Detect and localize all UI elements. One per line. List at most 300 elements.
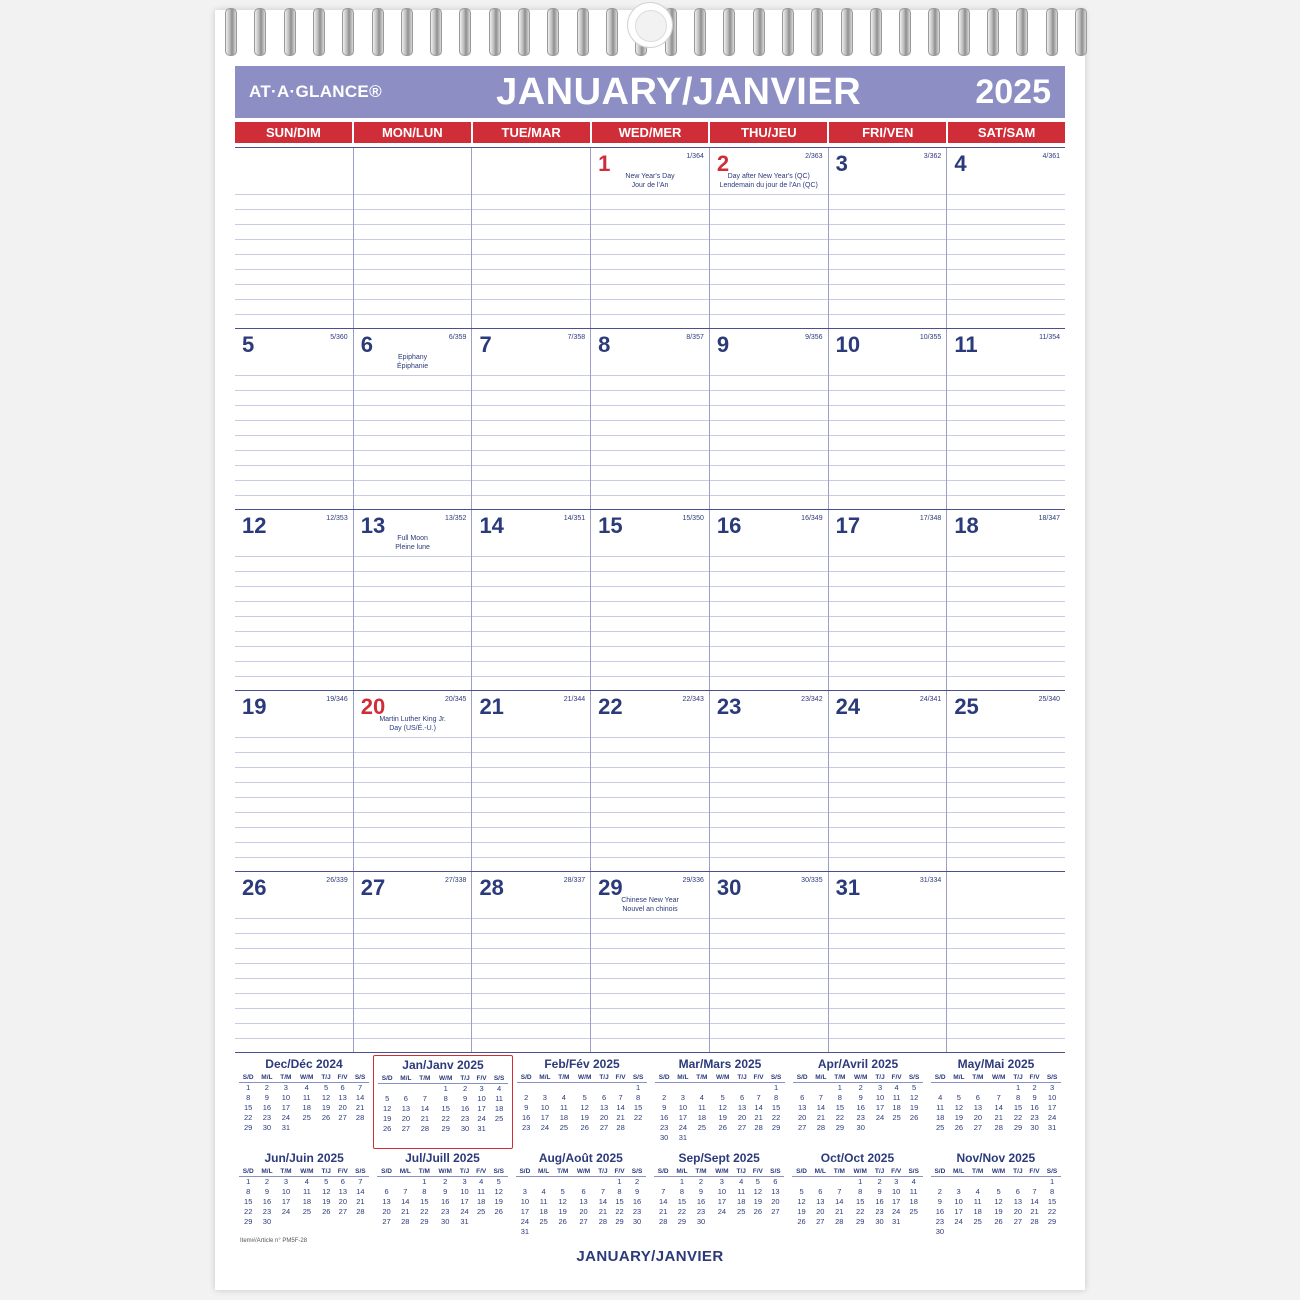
mini-day xyxy=(516,1177,534,1188)
mini-day xyxy=(334,1123,351,1133)
julian-date: 27/338 xyxy=(445,877,467,884)
day-cell[interactable] xyxy=(472,872,591,1052)
mini-month[interactable] xyxy=(650,1149,788,1243)
day-cell[interactable] xyxy=(829,148,948,328)
mini-day: 3 xyxy=(542,1093,547,1102)
mini-day: 26 xyxy=(797,1217,806,1226)
mini-week-row xyxy=(517,1083,647,1094)
writing-lines xyxy=(829,904,947,1052)
mini-week-row xyxy=(792,1217,922,1227)
mini-day: 27 xyxy=(338,1113,347,1122)
mini-day: 14 xyxy=(401,1197,410,1206)
day-cell[interactable] xyxy=(591,691,710,871)
day-cell[interactable] xyxy=(235,148,354,328)
mini-day: 7 xyxy=(818,1093,823,1102)
sku-label: Item#/Article n° PM5F-28 xyxy=(240,1238,308,1244)
mini-weekday: F/V xyxy=(611,1167,628,1177)
mini-day: 27 xyxy=(973,1123,983,1132)
mini-month-title: May/Mai 2025 xyxy=(957,1057,1035,1071)
mini-day: 13 xyxy=(816,1197,825,1206)
mini-day: 22 xyxy=(244,1113,253,1122)
mini-month[interactable] xyxy=(513,1055,651,1149)
mini-day: 15 xyxy=(420,1197,429,1206)
julian-date: 29/336 xyxy=(682,877,704,884)
mini-day: 12 xyxy=(321,1093,331,1102)
mini-day: 7 xyxy=(837,1187,842,1196)
day-number: 18 xyxy=(954,513,979,538)
mini-day: 24 xyxy=(540,1123,550,1132)
day-cell[interactable] xyxy=(947,872,1065,1052)
mini-day: 15 xyxy=(244,1103,253,1112)
julian-date: 14/351 xyxy=(563,515,586,522)
mini-day: 30 xyxy=(632,1217,642,1226)
mini-day: 23 xyxy=(875,1207,884,1216)
mini-week-row xyxy=(239,1207,369,1217)
mini-day: 26 xyxy=(909,1113,919,1122)
mini-day: 3 xyxy=(680,1093,685,1102)
mini-day: 2 xyxy=(662,1093,667,1102)
mini-day: 28 xyxy=(355,1113,365,1122)
mini-week-row xyxy=(931,1103,1061,1113)
mini-day: 30 xyxy=(262,1217,272,1226)
mini-day xyxy=(711,1083,734,1094)
mini-month-title: Oct/Oct 2025 xyxy=(820,1151,895,1165)
mini-day: 22 xyxy=(244,1207,253,1216)
mini-day xyxy=(968,1177,987,1188)
mini-day: 24 xyxy=(891,1207,901,1216)
mini-day: 6 xyxy=(800,1093,805,1102)
mini-day: 28 xyxy=(659,1217,668,1226)
mini-day: 10 xyxy=(954,1197,963,1206)
mini-day: 28 xyxy=(816,1123,826,1132)
mini-weekday: F/V xyxy=(334,1167,351,1177)
mini-week-row xyxy=(654,1187,784,1197)
spiral-binding xyxy=(215,0,1085,62)
mini-day: 19 xyxy=(797,1207,806,1216)
mini-month[interactable] xyxy=(235,1055,373,1149)
mini-day: 6 xyxy=(581,1187,586,1196)
mini-month[interactable] xyxy=(651,1055,789,1149)
mini-day: 29 xyxy=(244,1217,253,1226)
mini-weekday: T/M xyxy=(968,1167,987,1177)
mini-week-row xyxy=(931,1197,1061,1207)
writing-lines xyxy=(591,361,709,509)
mini-day: 7 xyxy=(661,1187,666,1196)
mini-day: 26 xyxy=(494,1207,503,1216)
julian-date: 20/345 xyxy=(445,696,467,703)
mini-day: 28 xyxy=(401,1217,410,1226)
julian-date: 18/347 xyxy=(1038,515,1061,522)
mini-day: 6 xyxy=(403,1094,408,1103)
writing-lines xyxy=(354,361,472,509)
mini-day: 13 xyxy=(798,1103,807,1112)
mini-day: 16 xyxy=(875,1197,884,1206)
spiral-ring xyxy=(225,8,237,56)
spiral-ring xyxy=(372,8,384,56)
mini-day xyxy=(734,1083,750,1094)
mini-day: 26 xyxy=(383,1124,392,1133)
day-cell[interactable] xyxy=(829,329,948,509)
mini-month[interactable] xyxy=(927,1149,1065,1243)
mini-week-row xyxy=(654,1197,784,1207)
mini-weekday: T/J xyxy=(733,1167,749,1177)
mini-day: 29 xyxy=(420,1217,429,1226)
mini-weekday: T/M xyxy=(554,1073,573,1083)
mini-day: 12 xyxy=(383,1104,392,1113)
mini-weekday: F/V xyxy=(1026,1073,1043,1083)
mini-day: 9 xyxy=(462,1094,468,1103)
mini-day: 20 xyxy=(1013,1207,1023,1216)
mini-month[interactable] xyxy=(235,1149,373,1243)
mini-day: 30 xyxy=(262,1123,272,1132)
day-cell[interactable] xyxy=(710,148,829,328)
mini-day: 24 xyxy=(281,1207,291,1216)
mini-day: 6 xyxy=(384,1187,389,1196)
mini-week-row xyxy=(239,1187,369,1197)
mini-day: 7 xyxy=(422,1094,427,1103)
mini-day: 10 xyxy=(281,1093,291,1102)
mini-day: 11 xyxy=(559,1103,568,1112)
mini-day: 19 xyxy=(580,1113,589,1122)
mini-weekday: T/J xyxy=(872,1167,888,1177)
mini-day: 15 xyxy=(835,1103,845,1112)
mini-day: 21 xyxy=(754,1113,763,1122)
mini-weekday: M/L xyxy=(949,1167,968,1177)
julian-date: 19/346 xyxy=(326,696,348,703)
mini-day: 18 xyxy=(302,1103,311,1112)
writing-lines xyxy=(829,542,947,690)
mini-day: 31 xyxy=(460,1217,469,1226)
mini-day xyxy=(1026,1177,1043,1188)
mini-day: 15 xyxy=(441,1104,450,1113)
spiral-ring xyxy=(459,8,471,56)
mini-day: 9 xyxy=(858,1093,863,1102)
mini-day: 5 xyxy=(324,1177,329,1186)
mini-weekday: W/M xyxy=(573,1073,596,1083)
month-grid xyxy=(235,147,1065,1047)
mini-day: 10 xyxy=(717,1187,727,1196)
mini-day: 19 xyxy=(718,1113,727,1122)
mini-day: 14 xyxy=(994,1103,1003,1112)
day-cell[interactable] xyxy=(591,329,710,509)
mini-month-table xyxy=(516,1167,646,1237)
mini-day: 10 xyxy=(477,1094,486,1103)
mini-weekday: S/D xyxy=(378,1074,396,1084)
mini-month-table xyxy=(793,1073,923,1133)
mini-day: 6 xyxy=(739,1093,745,1102)
day-number: 19 xyxy=(242,694,267,719)
mini-week-row xyxy=(931,1227,1061,1237)
mini-day: 10 xyxy=(678,1103,688,1112)
day-cell[interactable] xyxy=(354,872,473,1052)
day-number: 17 xyxy=(835,513,861,538)
mini-day: 30 xyxy=(875,1217,884,1226)
writing-lines xyxy=(472,542,590,690)
mini-day: 13 xyxy=(599,1103,609,1112)
mini-day: 8 xyxy=(858,1187,863,1196)
mini-day: 11 xyxy=(477,1187,486,1196)
mini-day: 22 xyxy=(1047,1207,1057,1216)
mini-day: 11 xyxy=(495,1094,503,1103)
mini-week-row xyxy=(239,1197,369,1207)
mini-day: 14 xyxy=(598,1197,608,1206)
mini-day: 18 xyxy=(697,1113,707,1122)
mini-day: 20 xyxy=(771,1197,780,1206)
mini-day: 20 xyxy=(401,1114,411,1123)
day-number: 15 xyxy=(598,513,623,538)
mini-day: 5 xyxy=(720,1093,725,1102)
day-cell[interactable] xyxy=(947,329,1065,509)
mini-weekday: W/M xyxy=(434,1167,457,1177)
day-cell[interactable] xyxy=(947,148,1065,328)
mini-day: 10 xyxy=(460,1187,469,1196)
mini-day: 6 xyxy=(975,1093,980,1102)
mini-day: 27 xyxy=(401,1124,411,1133)
mini-week-row xyxy=(793,1123,923,1133)
mini-day: 28 xyxy=(754,1123,763,1132)
mini-day: 22 xyxy=(420,1207,429,1216)
mini-day: 18 xyxy=(909,1197,918,1206)
mini-month-title: Dec/Déc 2024 xyxy=(265,1057,343,1071)
mini-day: 29 xyxy=(244,1123,253,1132)
mini-day xyxy=(596,1083,612,1094)
mini-day xyxy=(629,1123,647,1133)
mini-weekday: S/D xyxy=(792,1167,810,1177)
mini-day: 21 xyxy=(835,1207,844,1216)
day-cell[interactable] xyxy=(472,691,591,871)
day-number: 13 xyxy=(360,513,386,538)
mini-day: 26 xyxy=(718,1123,727,1132)
mini-day: 30 xyxy=(660,1133,669,1142)
day-cell[interactable] xyxy=(591,148,710,328)
day-number: 25 xyxy=(954,694,979,719)
spiral-ring xyxy=(723,8,735,56)
day-cell[interactable] xyxy=(354,329,473,509)
mini-month[interactable] xyxy=(373,1055,513,1149)
mini-day xyxy=(792,1177,810,1188)
mini-day: 4 xyxy=(911,1177,916,1186)
day-cell[interactable] xyxy=(947,691,1065,871)
mini-day xyxy=(931,1177,949,1188)
writing-lines xyxy=(472,723,590,871)
day-cell[interactable] xyxy=(947,510,1065,690)
page-title: JANUARY/JANVIER xyxy=(496,70,862,113)
day-cell[interactable] xyxy=(235,691,354,871)
mini-day xyxy=(830,1177,849,1188)
mini-week-row xyxy=(654,1217,784,1227)
writing-lines xyxy=(829,361,947,509)
mini-day: 24 xyxy=(717,1207,727,1216)
mini-day: 27 xyxy=(737,1123,747,1132)
mini-day xyxy=(628,1227,646,1237)
mini-day xyxy=(872,1123,888,1133)
mini-week-row xyxy=(655,1093,785,1103)
mini-day: 12 xyxy=(718,1103,727,1112)
day-cell[interactable] xyxy=(710,329,829,509)
week-row xyxy=(235,691,1065,872)
mini-week-row xyxy=(654,1207,784,1217)
day-cell[interactable] xyxy=(235,872,354,1052)
mini-day xyxy=(692,1133,711,1143)
mini-day: 23 xyxy=(660,1123,669,1132)
day-cell[interactable] xyxy=(354,510,473,690)
mini-day: 30 xyxy=(696,1217,706,1226)
mini-day: 19 xyxy=(909,1103,919,1112)
day-cell[interactable] xyxy=(710,691,829,871)
mini-weekday: M/L xyxy=(396,1167,415,1177)
mini-day xyxy=(396,1084,415,1095)
mini-week-row xyxy=(655,1083,785,1094)
mini-day: 12 xyxy=(580,1103,589,1112)
mini-day: 29 xyxy=(441,1124,450,1133)
spiral-ring xyxy=(342,8,354,56)
day-cell[interactable] xyxy=(591,872,710,1052)
mini-month[interactable] xyxy=(373,1149,511,1243)
mini-day: 17 xyxy=(281,1197,291,1206)
writing-lines xyxy=(235,180,353,328)
mini-day: 18 xyxy=(559,1113,569,1122)
mini-day: 1 xyxy=(422,1177,427,1186)
mini-day: 13 xyxy=(973,1103,983,1112)
mini-day: 8 xyxy=(443,1094,448,1103)
mini-day: 29 xyxy=(1047,1217,1057,1226)
mini-day: 22 xyxy=(856,1207,865,1216)
mini-day: 26 xyxy=(322,1207,331,1216)
mini-day: 29 xyxy=(856,1217,865,1226)
writing-lines xyxy=(235,542,353,690)
mini-month[interactable] xyxy=(789,1055,927,1149)
mini-day: 12 xyxy=(494,1187,503,1196)
day-number: 22 xyxy=(598,694,623,719)
brand-logo: AT·A·GLANCE® xyxy=(249,82,382,101)
day-number: 1 xyxy=(598,151,611,176)
mini-weekday: F/V xyxy=(1026,1167,1043,1177)
mini-day xyxy=(811,1177,830,1188)
mini-day: 25 xyxy=(494,1114,504,1123)
mini-week-row xyxy=(517,1113,647,1123)
day-cell[interactable] xyxy=(591,510,710,690)
mini-day xyxy=(595,1227,611,1237)
mini-month[interactable] xyxy=(927,1055,1065,1149)
mini-day: 21 xyxy=(1030,1207,1039,1216)
mini-month[interactable] xyxy=(788,1149,926,1243)
spiral-ring xyxy=(1016,8,1028,56)
mini-day: 3 xyxy=(719,1177,724,1186)
mini-day: 25 xyxy=(909,1207,918,1216)
mini-day: 21 xyxy=(420,1114,430,1123)
mini-day: 17 xyxy=(1047,1103,1057,1112)
mini-day xyxy=(733,1217,749,1227)
day-cell[interactable] xyxy=(829,510,948,690)
day-cell[interactable] xyxy=(354,148,473,328)
mini-day: 12 xyxy=(558,1197,567,1206)
mini-day: 13 xyxy=(579,1197,588,1206)
mini-day: 23 xyxy=(1030,1113,1039,1122)
mini-week-row xyxy=(377,1177,507,1188)
mini-day xyxy=(573,1083,596,1094)
spiral-ring xyxy=(753,8,765,56)
mini-day: 9 xyxy=(524,1103,529,1112)
mini-day: 17 xyxy=(460,1197,469,1206)
day-number: 23 xyxy=(716,694,742,719)
mini-day: 15 xyxy=(856,1197,865,1206)
mini-day: 10 xyxy=(520,1197,530,1206)
mini-day: 12 xyxy=(954,1103,964,1112)
week-row xyxy=(235,510,1065,691)
day-cell[interactable] xyxy=(710,510,829,690)
writing-lines xyxy=(947,542,1065,690)
mini-weekday: T/J xyxy=(457,1074,473,1084)
mini-day: 22 xyxy=(1013,1113,1023,1122)
mini-day: 10 xyxy=(1047,1093,1057,1102)
mini-day: 15 xyxy=(615,1197,624,1206)
day-cell[interactable] xyxy=(472,510,591,690)
mini-day xyxy=(987,1177,1010,1188)
day-cell[interactable] xyxy=(354,691,473,871)
mini-day: 21 xyxy=(659,1207,668,1216)
mini-month-title: Mar/Mars 2025 xyxy=(678,1057,762,1071)
mini-weekday: S/D xyxy=(655,1073,673,1083)
mini-day: 25 xyxy=(559,1123,569,1132)
holiday-label: Day after New Year's (QC) Lendemain du jour de l'An (QC) xyxy=(719,173,818,189)
day-cell[interactable] xyxy=(235,510,354,690)
mini-day: 22 xyxy=(615,1207,624,1216)
day-cell[interactable] xyxy=(829,691,948,871)
day-cell[interactable] xyxy=(235,329,354,509)
mini-day: 17 xyxy=(520,1207,530,1216)
mini-day: 26 xyxy=(954,1123,964,1132)
julian-date: 16/349 xyxy=(801,515,823,522)
julian-date: 7/358 xyxy=(567,334,586,341)
mini-day: 8 xyxy=(422,1187,427,1196)
mini-day: 3 xyxy=(1050,1083,1055,1092)
mini-day: 29 xyxy=(771,1123,781,1132)
day-cell[interactable] xyxy=(472,148,591,328)
writing-lines xyxy=(354,904,472,1052)
mini-day: 5 xyxy=(385,1094,390,1103)
mini-day: 8 xyxy=(837,1093,842,1102)
week-row xyxy=(235,329,1065,510)
mini-day xyxy=(1026,1227,1043,1237)
mini-day: 7 xyxy=(1032,1187,1037,1196)
spiral-ring xyxy=(782,8,794,56)
mini-day: 24 xyxy=(460,1207,469,1216)
mini-month[interactable] xyxy=(512,1149,650,1243)
mini-weekday: T/M xyxy=(691,1167,710,1177)
mini-day: 13 xyxy=(737,1103,747,1112)
day-number: 30 xyxy=(716,875,742,900)
mini-day: 3 xyxy=(283,1177,289,1186)
mini-day: 2 xyxy=(858,1083,863,1092)
day-cell[interactable] xyxy=(710,872,829,1052)
mini-day xyxy=(535,1083,554,1094)
day-number: 29 xyxy=(598,875,623,900)
mini-day: 11 xyxy=(909,1187,918,1196)
julian-date: 31/334 xyxy=(919,877,942,884)
mini-day: 29 xyxy=(1013,1123,1023,1132)
mini-day xyxy=(987,1083,1010,1094)
mini-day: 13 xyxy=(401,1104,411,1113)
mini-day: 25 xyxy=(477,1207,486,1216)
mini-day xyxy=(534,1227,553,1237)
mini-day: 3 xyxy=(877,1083,883,1092)
mini-weekday: T/M xyxy=(692,1073,711,1083)
mini-day: 28 xyxy=(420,1124,430,1133)
spiral-ring xyxy=(1046,8,1058,56)
mini-day: 25 xyxy=(737,1207,746,1216)
day-cell[interactable] xyxy=(472,329,591,509)
day-cell[interactable] xyxy=(829,872,948,1052)
